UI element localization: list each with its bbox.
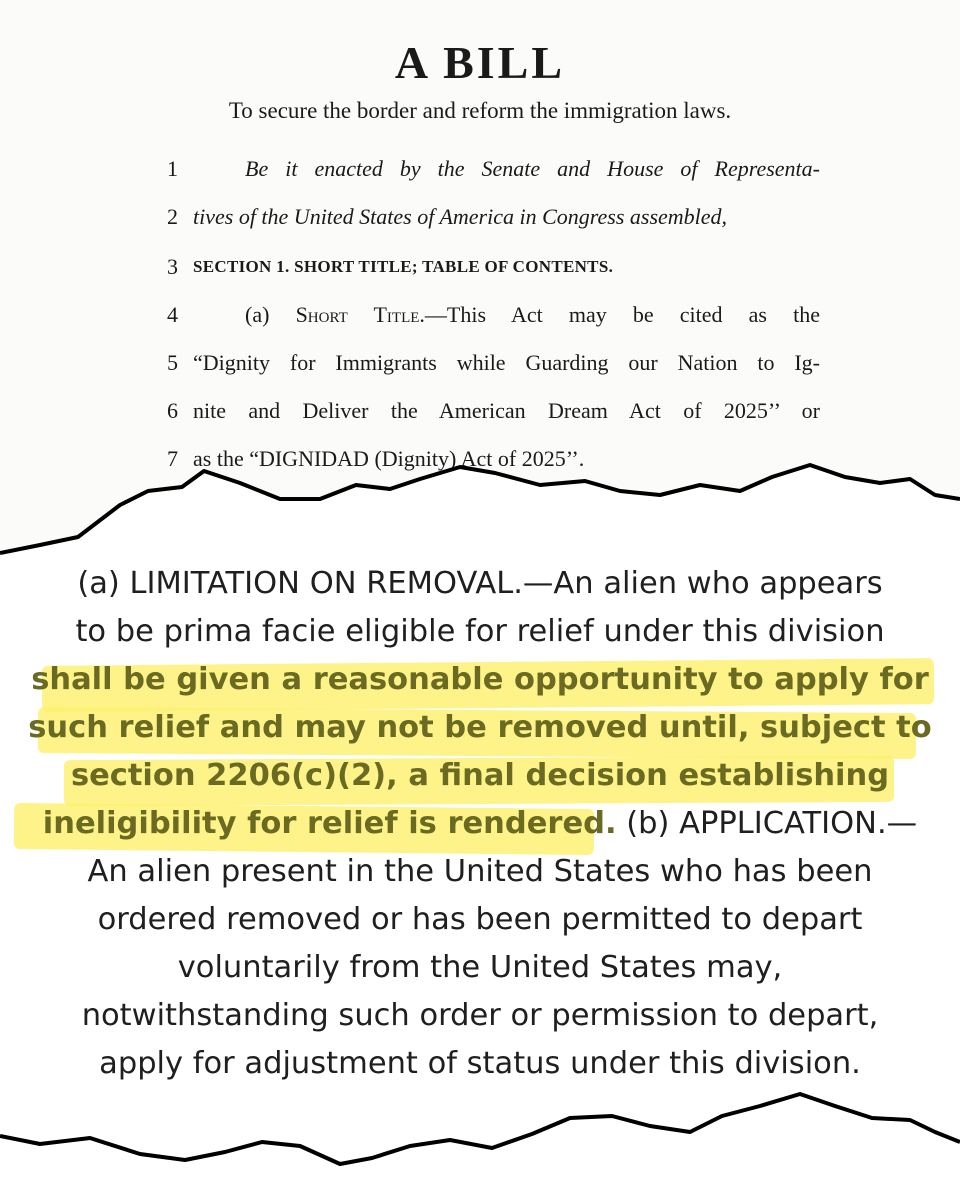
- bill-line: [0, 350, 960, 390]
- line-number: 5: [167, 350, 178, 375]
- line-text: tives of the United States of America in Congress assembled,: [193, 204, 728, 229]
- line-text: nite and Deliver the American Dream Act of 2025’’ or: [193, 398, 820, 423]
- excerpt-panel: [0, 560, 960, 1080]
- excerpt-line: [0, 662, 960, 697]
- torn-edge-bottom: [0, 1080, 960, 1200]
- excerpt-line: [0, 758, 960, 793]
- line-text: “Dignity for Immigrants while Guarding our Nation to Ig-: [193, 350, 820, 375]
- subsection-label: (a): [245, 302, 296, 327]
- highlighted-text: section 2206(c)(2), a final decision establishing: [70, 758, 890, 793]
- line-text: Be it enacted by the Senate and House of Representa-: [245, 156, 820, 181]
- excerpt-line: apply for adjustment of status under this division.: [99, 1046, 861, 1081]
- highlighted-text: ineligibility for relief is rendered.: [42, 806, 617, 841]
- excerpt-line: ineligibility for relief is rendered. (b) APPLICATION.—: [42, 806, 918, 841]
- line-text: .—This Act may be cited as the: [419, 302, 820, 327]
- excerpt-line: (a) LIMITATION ON REMOVAL.—An alien who appears: [77, 566, 883, 601]
- highlighted-text: such relief and may not be removed until, subject to: [28, 710, 932, 745]
- section-heading: SECTION 1. SHORT TITLE; TABLE OF CONTENTS.: [193, 257, 614, 276]
- line-number: 1: [167, 156, 178, 181]
- bill-line: [0, 156, 960, 196]
- excerpt-line: An alien present in the United States who has been: [87, 854, 873, 889]
- line-number: 6: [167, 398, 178, 423]
- bill-title: A BILL: [394, 37, 566, 88]
- line-number: 3: [167, 254, 178, 279]
- excerpt-line: voluntarily from the United States may,: [177, 950, 783, 985]
- bill-line: [0, 398, 960, 438]
- excerpt-line: [0, 710, 960, 745]
- line-number: 4: [167, 302, 178, 327]
- short-title-heading: Short Title: [295, 302, 420, 327]
- excerpt-line: to be prima facie eligible for relief under this division: [75, 614, 885, 649]
- bill-line: [0, 204, 960, 244]
- bill-line: [0, 254, 960, 294]
- line-text: as the “DIGNIDAD (Dignity) Act of 2025’’.: [193, 446, 585, 471]
- torn-edge-top: [0, 455, 960, 565]
- excerpt-line: ordered removed or has been permitted to depart: [97, 902, 863, 937]
- line-number: 2: [167, 204, 178, 229]
- bill-line: [0, 302, 960, 342]
- bill-purpose: To secure the border and reform the immigration laws.: [228, 98, 732, 123]
- excerpt-line: notwithstanding such order or permission to depart,: [81, 998, 879, 1033]
- line-number: 7: [167, 446, 178, 471]
- highlighted-text: shall be given a reasonable opportunity to apply for: [31, 662, 929, 697]
